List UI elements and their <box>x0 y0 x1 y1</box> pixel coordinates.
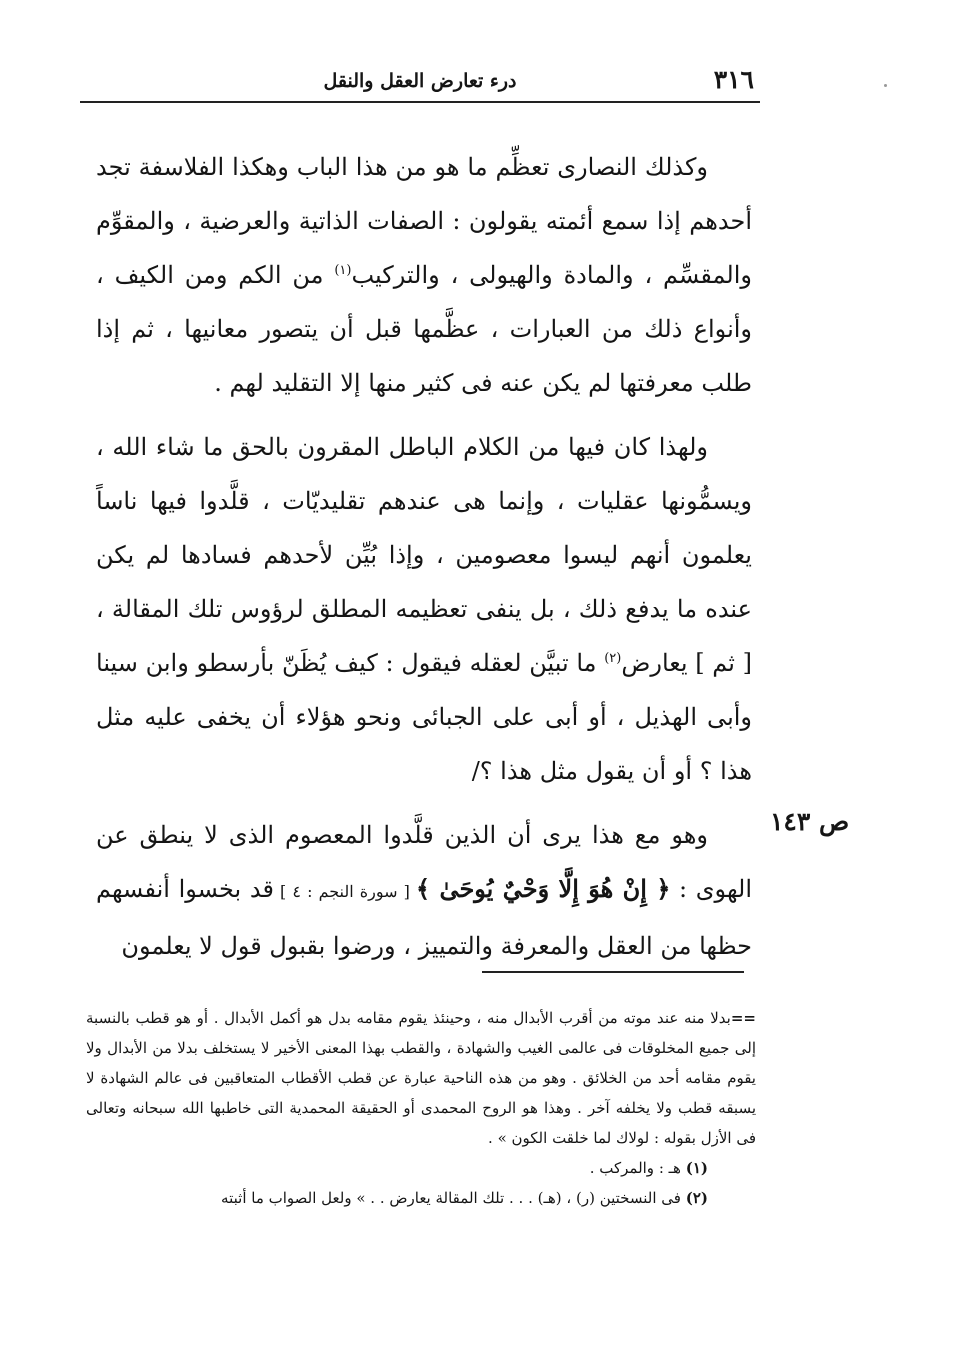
page-number: ٣١٦ <box>713 65 754 94</box>
page-header <box>82 58 758 102</box>
footnote-continuation-text: بدلا منه عند موته من أقرب الأبدال منه ، وحينئذ يقوم مقامه بدل هو أكمل الأبدال . أو هو قطب بالنسبة إلى جميع المخلوقات فى عالمى الغيب والشهادة ، والقطب بهذا المعنى الأخير لا يستخلف بدلا من الأبدال ولا يقوم مقامه أحد من الخلائق . وهو من هذه الناحية عبارة عن قطب الأقطاب المتعاقبين فى عالم الشهادة لا يسبقه قطب ولا يخلفه آخر . وهذا هو الروح المحمدى أو الحقيقة المحمدية التى خاطبها الله سبحانه وتعالى فى الأزل بقوله : لولاك لما خلقت الكون » . <box>86 1009 756 1147</box>
paragraph-3 <box>96 808 752 973</box>
footnote-1-number: (١) <box>685 1159 708 1177</box>
original-page-marker: ص ١٤٣ <box>770 807 850 836</box>
quran-verse: ﴿ إِنْ هُوَ إِلَّا وَحْيٌ يُوحَىٰ ﴾ <box>416 874 671 903</box>
scan-speck <box>884 84 887 87</box>
footnotes <box>86 1003 756 1213</box>
footnote-2-number: (٢) <box>685 1189 708 1207</box>
main-text <box>96 140 752 973</box>
running-title: درء تعارض العقل والنقل <box>323 70 517 92</box>
footnote-ref-2[interactable]: (٢) <box>604 651 622 666</box>
paragraph-1 <box>96 140 752 410</box>
footnote-2-text: فى النسختين (ر) ، (هـ) . . . تلك المقالة يعارض . . » ولعل الصواب ما أثبته <box>221 1189 686 1207</box>
footnote-ref-1[interactable]: (١) <box>334 263 352 278</box>
paragraph-3-text: وهو مع هذا يرى أن الذين قلَّدوا المعصوم الذى لا ينطق عن الهوى : <box>96 821 753 903</box>
paragraph-1-text-cont: من الكم ومن الكيف ، وأنواع ذلك من العبارات ، عظَّمها قبل أن يتصور معانيها ، ثم إذا طلب معرفتها لم يكن عنه فى كثير منها إلا التقليد لهم . <box>96 261 752 397</box>
footnote-2 <box>86 1183 756 1213</box>
paragraph-2 <box>96 420 752 798</box>
footnote-continuation <box>86 1003 756 1153</box>
footnote-1 <box>86 1153 756 1183</box>
surah-reference: [ سورة النجم : ٤ ] <box>273 882 417 901</box>
continuation-marker: == <box>730 1009 756 1027</box>
paragraph-1-text: وكذلك النصارى تعظِّم ما هو من هذا الباب وهكذا الفلاسفة تجد أحدهم إذا سمع أئمته يقولون : الصفات الذاتية والعرضية ، والمقوِّم والمقسِّم ، والمادة والهيولى ، والتركيب <box>96 153 752 289</box>
paragraph-3-text-cont: قد بخسوا أنفسهم حظها من العقل والمعرفة والتمييز ، ورضوا بقبول قول لا يعلمون <box>96 875 752 960</box>
paragraph-2-text: ولهذا كان فيها من الكلام الباطل المقرون بالحق ما شاء الله ، ويسمُّونها عقليات ، وإنما هى عندهم تقليديّات ، قلَّدوا فيها ناساً يعلمون أنهم ليسوا معصومين ، وإذا بُيِّن لأحدهم فسادها لم يكن عنده ما يدفع ذلك ، بل ينفى تعظيمه المطلق لرؤوس تلك المقالة ، [ ثم ] يعارض <box>96 433 752 677</box>
footnote-rule <box>482 971 744 973</box>
paragraph-2-text-cont: ما تبيَّن لعقله فيقول : كيف يُظَنّ بأرسطو وابن سينا وأبى الهذيل ، أو أبى على الجبائى ونحو هؤلاء أن يخفى عليه مثل هذا ؟ أو أن يقول مثل هذا ؟/ <box>96 649 752 785</box>
footnote-1-text: هـ : والمركب . <box>589 1159 686 1177</box>
header-rule <box>80 101 760 103</box>
